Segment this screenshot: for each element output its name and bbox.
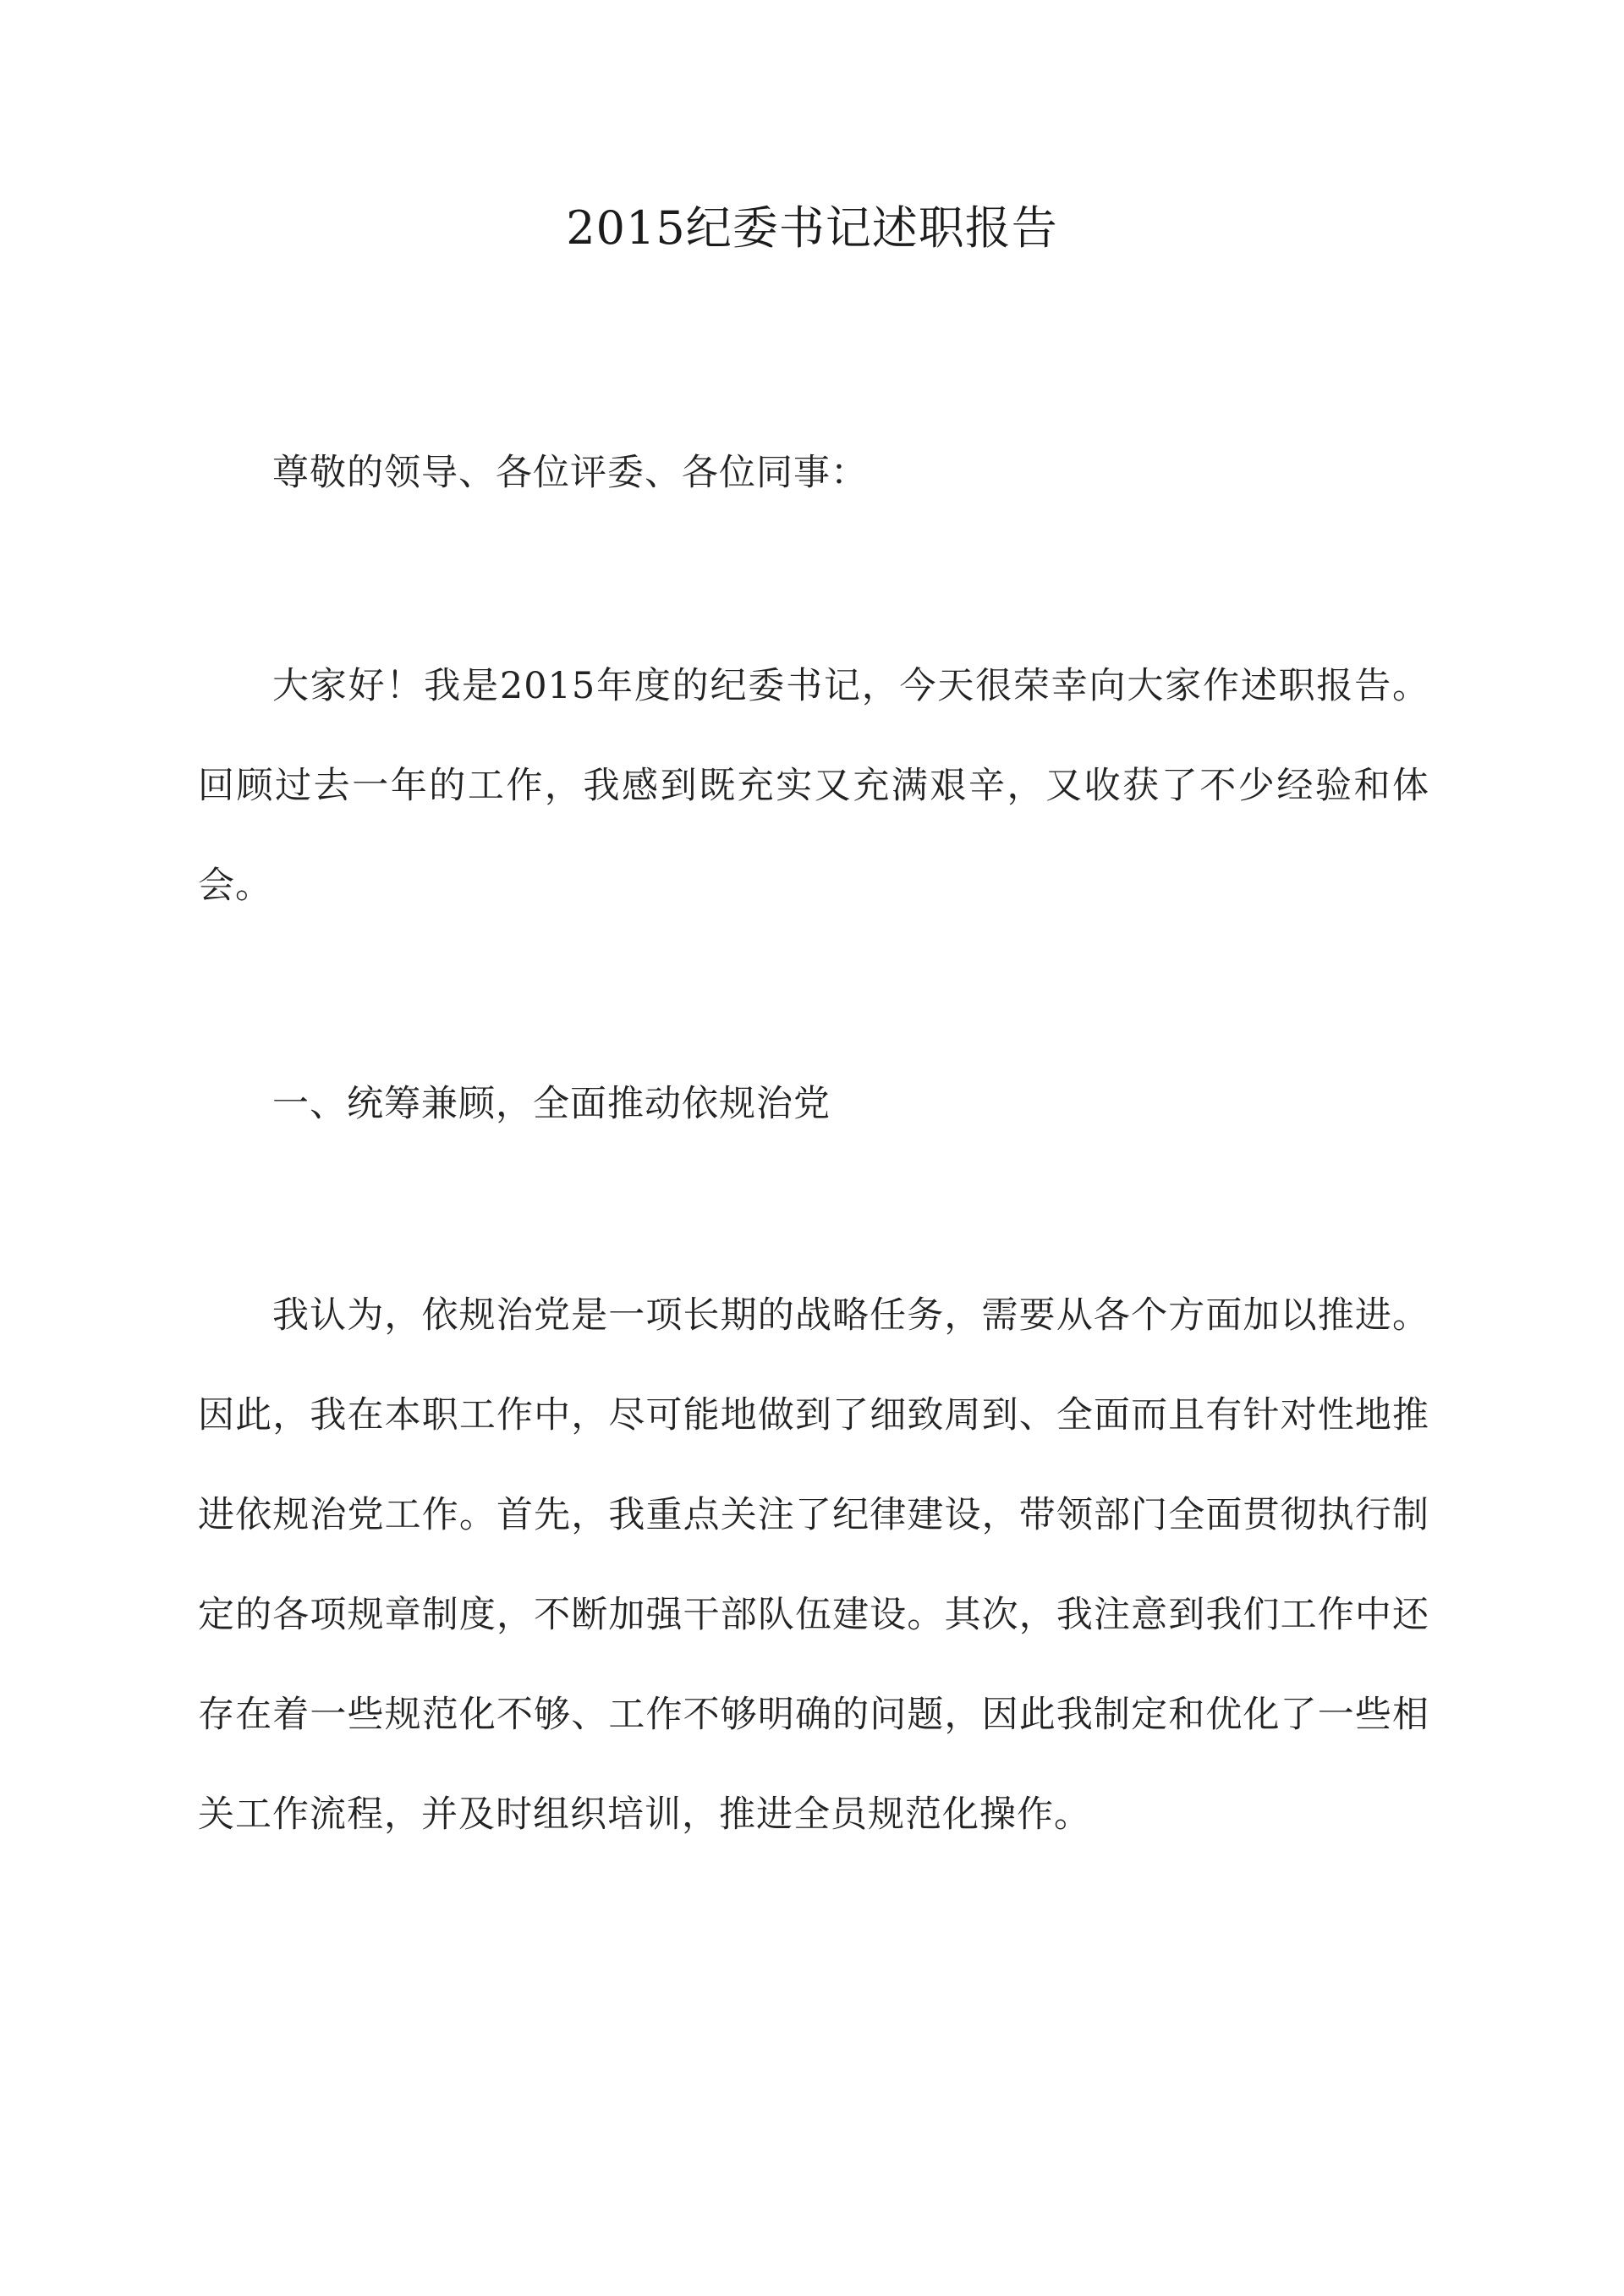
intro-paragraph: 大家好！我是2015年度的纪委书记，今天很荣幸向大家作述职报告。回顾过去一年的工作，我感到既充实又充满艰辛，又收获了不少经验和体会。	[198, 665, 1429, 907]
document-title: 2015纪委书记述职报告	[566, 201, 1058, 255]
salutation-paragraph: 尊敬的领导、各位评委、各位同事：	[272, 452, 868, 494]
section-heading: 一、统筹兼顾，全面推动依规治党	[272, 1083, 831, 1125]
section-body-paragraph: 我认为，依规治党是一项长期的战略任务，需要从各个方面加以推进。因此，我在本职工作中，尽可能地做到了细致周到、全面而且有针对性地推进依规治党工作。首先，我重点关注了纪律建设，带领部门全面贯彻执行制定的各项规章制度，不断加强干部队伍建设。其次，我注意到我们工作中还存在着一些规范化不够、工作不够明确的问题，因此我制定和优化了一些相关工作流程，并及时组织培训，推进全员规范化操作。	[198, 1294, 1429, 1836]
